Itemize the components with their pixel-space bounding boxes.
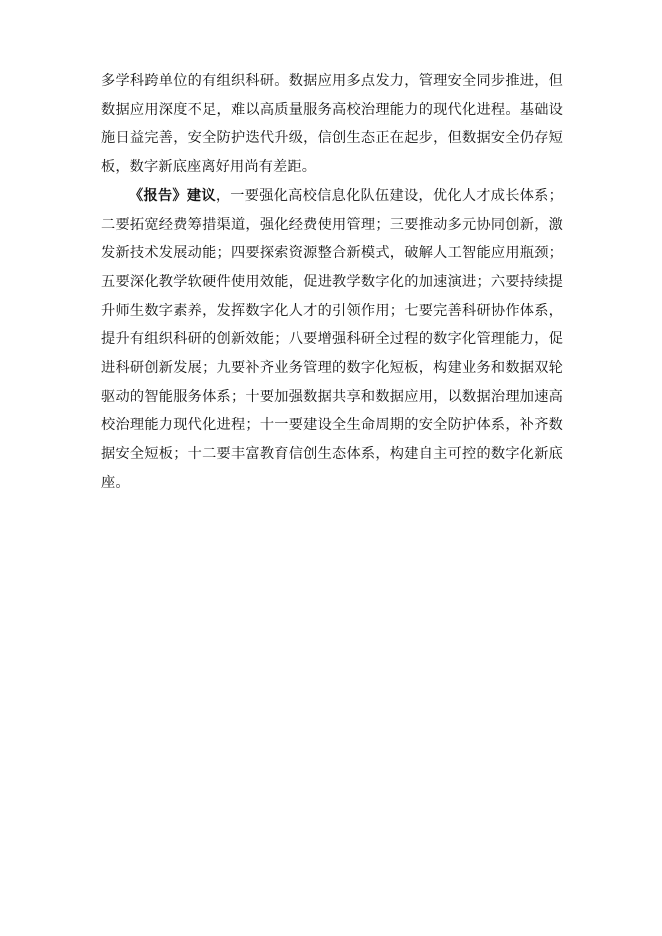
paragraph-1: 多学科跨单位的有组织科研。数据应用多点发力，管理安全同步推进，但数据应用深度不足，难以高质量服务高校治理能力的现代化进程。基础设施日益完善，安全防护迭代升级，信创生态正在起步，但数据安全仍存短板，数字新底座离好用尚有差距。	[101, 73, 563, 176]
paragraph-2-lead: 《报告》建议	[129, 187, 216, 204]
paragraph-2-text: ，一要强化高校信息化队伍建设，优化人才成长体系；二要拓宽经费筹措渠道，强化经费使用管理；三要推动多元协同创新，激发新技术发展动能；四要探索资源整合新模式，破解人工智能应用瓶颈；五要深化教学软硬件使用效能，促进教学数字化的加速演进；六要持续提升师生数字素养，发挥数字化人才的引领作用；七要完善科研协作体系，提升有组织科研的创新效能；八要增强科研全过程的数字化管理能力，促进科研创新发展；九要补齐业务管理的数字化短板，构建业务和数据双轮驱动的智能服务体系；十要加强数据共享和数据应用，以数据治理加速高校治理能力现代化进程；十一要建设全生命周期的安全防护体系，补齐数据安全短板；十二要丰富教育信创生态体系，构建自主可控的数字化新底座。	[101, 187, 563, 491]
paragraph-2	[101, 182, 563, 498]
document-body	[101, 67, 563, 498]
